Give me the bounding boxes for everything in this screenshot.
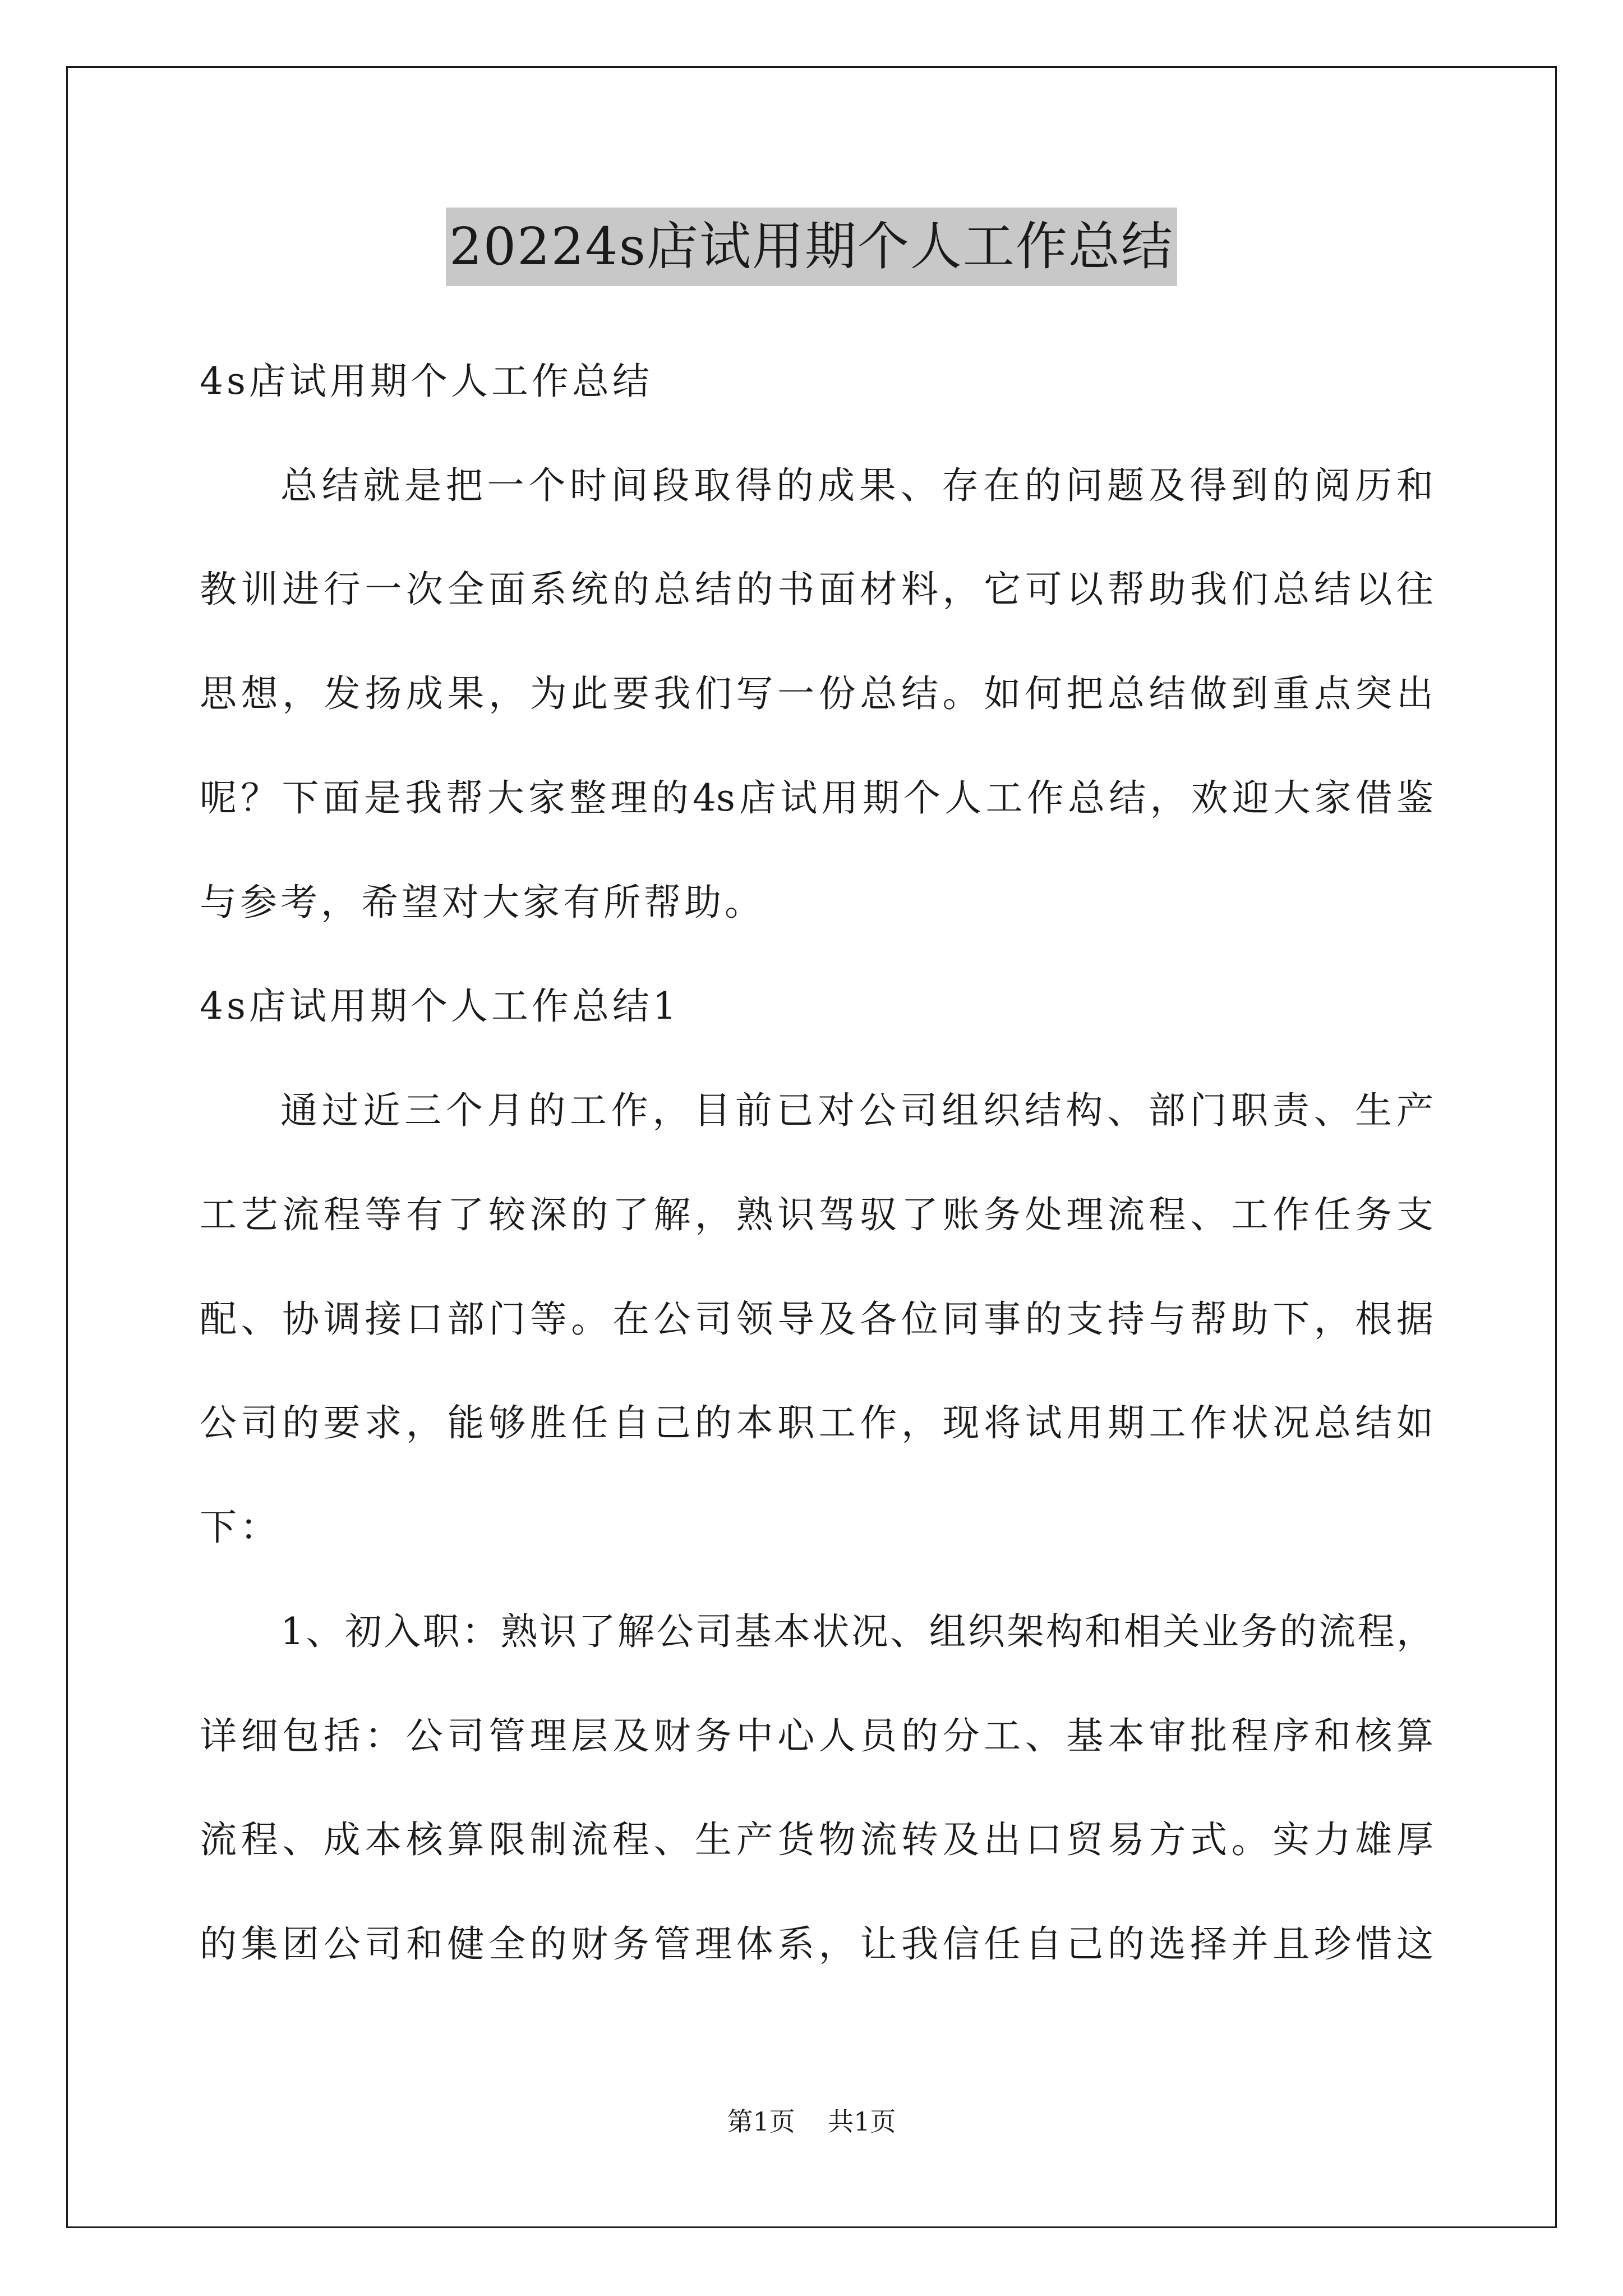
- paragraph-line: 通过近三个月的工作，目前已对公司组织结构、部门职责、生产: [280, 1089, 1433, 1132]
- paragraph-line: 流程、成本核算限制流程、生产货物流转及出口贸易方式。实力雄厚: [200, 1818, 1433, 1861]
- section-heading: 4s店试用期个人工作总结1: [200, 984, 680, 1028]
- paragraph-line: 下：: [200, 1506, 280, 1549]
- subtitle-line: 4s店试用期个人工作总结: [200, 360, 653, 403]
- paragraph-line: 思想，发扬成果，为此要我们写一份总结。如何把总结做到重点突出: [200, 672, 1433, 715]
- document-title: 20224s店试用期个人工作总结: [446, 208, 1177, 286]
- paragraph-line: 工艺流程等有了较深的了解，熟识驾驭了账务处理流程、工作任务支: [200, 1193, 1433, 1236]
- paragraph-line: 的集团公司和健全的财务管理体系，让我信任自己的选择并且珍惜这: [200, 1922, 1433, 1966]
- paragraph-line: 与参考，希望对大家有所帮助。: [200, 881, 765, 924]
- paragraph-line: 配、协调接口部门等。在公司领导及各位同事的支持与帮助下，根据: [200, 1297, 1433, 1341]
- paragraph-line: 教训进行一次全面系统的总结的书面材料，它可以帮助我们总结以往: [200, 568, 1433, 611]
- paragraph-line: 公司的要求，能够胜任自己的本职工作，现将试用期工作状况总结如: [200, 1401, 1433, 1444]
- paragraph-line: 1、初入职：熟识了解公司基本状况、组织架构和相关业务的流程，: [280, 1610, 1433, 1653]
- paragraph-line: 呢？下面是我帮大家整理的4s店试用期个人工作总结，欢迎大家借鉴: [200, 776, 1433, 820]
- paragraph-line: 详细包括：公司管理层及财务中心人员的分工、基本审批程序和核算: [200, 1714, 1433, 1757]
- paragraph-line: 总结就是把一个时间段取得的成果、存在的问题及得到的阅历和: [280, 464, 1433, 507]
- page-footer: 第1页 共1页: [727, 2106, 896, 2137]
- title-container: [0, 208, 1623, 286]
